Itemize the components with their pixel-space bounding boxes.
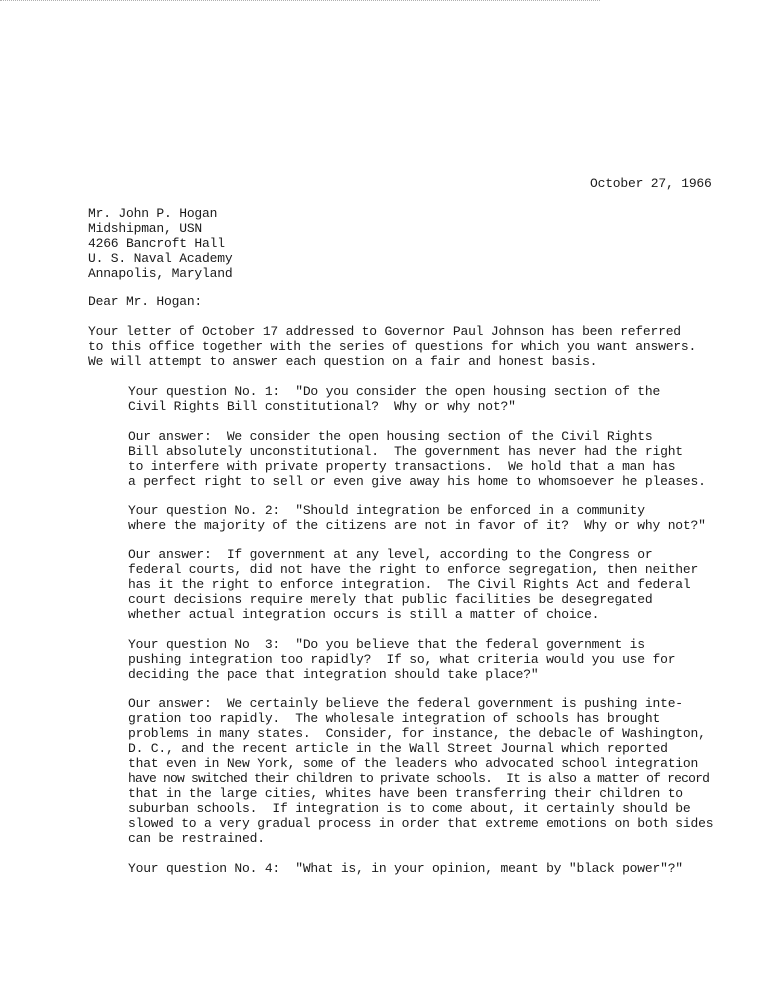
text-line: D. C., and the recent article in the Wall Street Journal which reported: [128, 741, 668, 756]
text-line: Our answer: We consider the open housing section of the Civil Rights: [128, 429, 653, 444]
text-line: We will attempt to answer each question on a fair and honest basis.: [88, 354, 598, 369]
page-top-rule: [0, 0, 600, 1]
text-line: court decisions require merely that public facilities be desegregated: [128, 592, 653, 607]
text-line: a perfect right to sell or even give away his home to whomsoever he pleases.: [128, 474, 706, 489]
address-line: U. S. Naval Academy: [88, 251, 233, 266]
text-line: where the majority of the citizens are not in favor of it? Why or why not?": [128, 518, 706, 533]
text-line: Your question No. 2: "Should integration be enforced in a community: [128, 503, 645, 518]
address-line: Annapolis, Maryland: [88, 266, 233, 281]
text-line: to this office together with the series of questions for which you want answers.: [88, 339, 697, 354]
text-line: Bill absolutely unconstitutional. The government has never had the right: [128, 444, 683, 459]
text-line: Our answer: If government at any level, according to the Congress or: [128, 547, 653, 562]
text-line: pushing integration too rapidly? If so, what criteria would you use for: [128, 652, 676, 667]
text-line: Our answer: We certainly believe the federal government is pushing inte-: [128, 696, 683, 711]
address-line: 4266 Bancroft Hall: [88, 236, 225, 251]
text-line: deciding the pace that integration should take place?": [128, 667, 539, 682]
text-line: Your letter of October 17 addressed to Governor Paul Johnson has been referred: [88, 324, 681, 339]
salutation: Dear Mr. Hogan:: [88, 294, 203, 309]
text-line: suburban schools. If integration is to come about, it certainly should be: [128, 801, 691, 816]
text-line: Your question No. 4: "What is, in your opinion, meant by "black power"?": [128, 861, 683, 876]
letter-date: October 27, 1966: [590, 176, 712, 191]
text-line: that even in New York, some of the leaders who advocated school integration: [128, 756, 699, 771]
text-line: slowed to a very gradual process in order that extreme emotions on both sides: [128, 816, 714, 831]
text-line: federal courts, did not have the right to enforce segregation, then neither: [128, 562, 699, 577]
text-line: gration too rapidly. The wholesale integration of schools has brought: [128, 711, 661, 726]
text-line: has it the right to enforce integration. The Civil Rights Act and federal: [128, 577, 691, 592]
address-line: Mr. John P. Hogan: [88, 206, 218, 221]
text-line: Civil Rights Bill constitutional? Why or why not?": [128, 399, 516, 414]
text-line: Your question No. 1: "Do you consider the open housing section of the: [128, 384, 661, 399]
text-line: Your question No 3: "Do you believe that the federal government is: [128, 637, 645, 652]
text-line: can be restrained.: [128, 831, 265, 846]
text-line: problems in many states. Consider, for instance, the debacle of Washington,: [128, 726, 706, 741]
text-line: whether actual integration occurs is still a matter of choice.: [128, 607, 600, 622]
text-line: to interfere with private property transactions. We hold that a man has: [128, 459, 676, 474]
address-line: Midshipman, USN: [88, 221, 203, 236]
text-line: that in the large cities, whites have been transferring their children to: [128, 786, 683, 801]
text-line: have now switched their children to private schools. It is also a matter of record: [128, 771, 710, 786]
